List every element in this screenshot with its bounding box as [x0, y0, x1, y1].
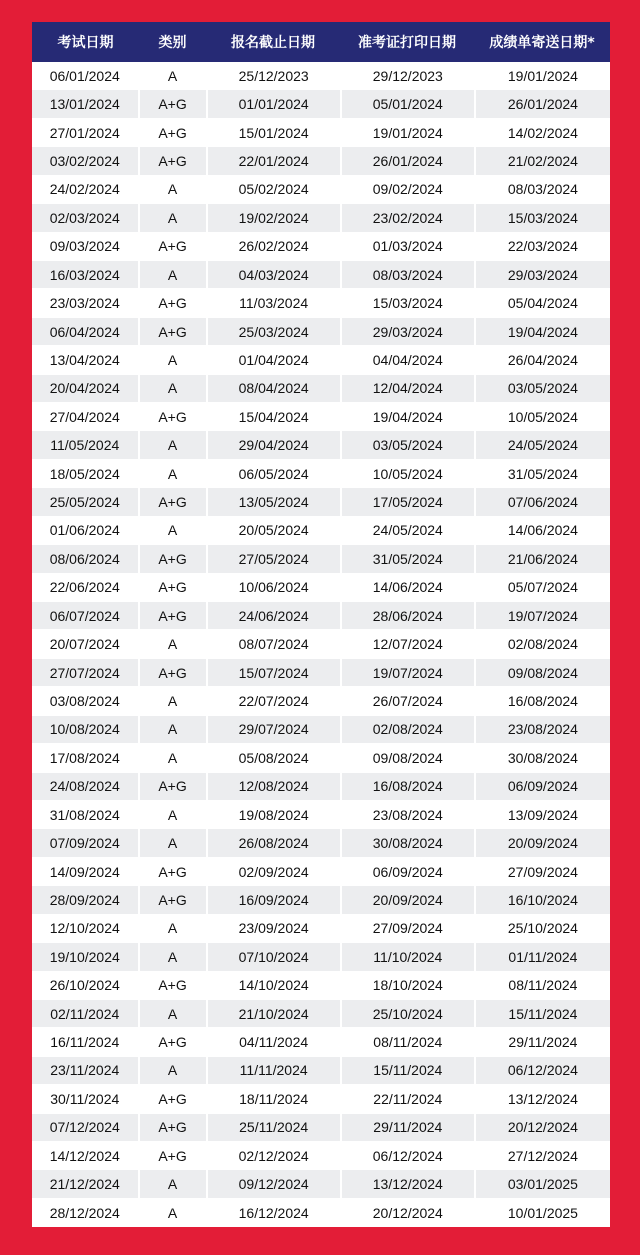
admission-print-date-cell: 01/03/2024 — [342, 233, 476, 260]
exam-date-cell: 01/06/2024 — [32, 517, 140, 544]
registration-deadline-cell: 13/05/2024 — [208, 488, 342, 515]
category-cell: A+G — [140, 659, 208, 686]
registration-deadline-cell: 09/12/2024 — [208, 1170, 342, 1197]
score-report-date-cell: 15/03/2024 — [507, 209, 578, 226]
category-cell: A — [140, 261, 208, 288]
admission-print-date-cell: 09/08/2024 — [342, 744, 476, 771]
admission-print-date-cell: 02/08/2024 — [342, 716, 476, 743]
table-row — [32, 119, 610, 147]
table-row — [32, 1114, 610, 1142]
table-row — [32, 1142, 610, 1170]
score-report-date-cell: 16/08/2024 — [507, 692, 578, 709]
schedule-table — [32, 22, 610, 1227]
registration-deadline-cell: 05/02/2024 — [208, 176, 342, 203]
score-report-date-cell: 01/11/2024 — [508, 948, 578, 965]
table-row — [32, 233, 610, 261]
admission-print-date-cell: 12/04/2024 — [342, 375, 476, 402]
header-exam-date: 考试日期 — [57, 35, 114, 51]
exam-date-cell: 20/04/2024 — [32, 375, 140, 402]
registration-deadline-cell: 29/04/2024 — [208, 431, 342, 458]
score-report-date-cell: 05/07/2024 — [507, 579, 578, 596]
exam-date-cell: 07/12/2024 — [32, 1114, 140, 1141]
score-report-date-cell: 31/05/2024 — [507, 465, 578, 482]
registration-deadline-cell: 02/09/2024 — [208, 858, 342, 885]
score-report-date-cell: 22/03/2024 — [507, 238, 578, 255]
table-row — [32, 744, 610, 772]
registration-deadline-cell: 12/08/2024 — [208, 773, 342, 800]
registration-deadline-cell: 16/09/2024 — [208, 886, 342, 913]
category-cell: A+G — [140, 972, 208, 999]
registration-deadline-cell: 06/05/2024 — [208, 460, 342, 487]
admission-print-date-cell: 08/03/2024 — [342, 261, 476, 288]
category-cell: A+G — [140, 318, 208, 345]
score-report-date-cell: 30/08/2024 — [507, 749, 578, 766]
score-report-date-cell: 29/11/2024 — [508, 1034, 578, 1051]
admission-print-date-cell: 05/01/2024 — [342, 90, 476, 117]
exam-date-cell: 20/07/2024 — [32, 630, 140, 657]
exam-date-cell: 23/03/2024 — [32, 289, 140, 316]
table-row — [32, 716, 610, 744]
table-row — [32, 545, 610, 573]
admission-print-date-cell: 23/08/2024 — [342, 801, 476, 828]
registration-deadline-cell: 22/01/2024 — [208, 147, 342, 174]
category-cell: A+G — [140, 233, 208, 260]
table-row — [32, 1085, 610, 1113]
admission-print-date-cell: 29/03/2024 — [342, 318, 476, 345]
category-cell: A+G — [140, 574, 208, 601]
table-row — [32, 915, 610, 943]
exam-date-cell: 06/01/2024 — [32, 62, 140, 89]
table-row — [32, 204, 610, 232]
admission-print-date-cell: 17/05/2024 — [342, 488, 476, 515]
score-report-date-cell: 26/01/2024 — [507, 96, 578, 113]
table-row — [32, 943, 610, 971]
table-row — [32, 829, 610, 857]
admission-print-date-cell: 24/05/2024 — [342, 517, 476, 544]
admission-print-date-cell: 29/12/2023 — [342, 62, 476, 89]
admission-print-date-cell: 25/10/2024 — [342, 1000, 476, 1027]
score-report-date-cell: 10/05/2024 — [507, 408, 578, 425]
registration-deadline-cell: 15/07/2024 — [208, 659, 342, 686]
table-header — [32, 22, 610, 62]
registration-deadline-cell: 22/07/2024 — [208, 687, 342, 714]
score-report-date-cell: 27/09/2024 — [507, 863, 578, 880]
category-cell: A+G — [140, 147, 208, 174]
registration-deadline-cell: 02/12/2024 — [208, 1142, 342, 1169]
admission-print-date-cell: 30/08/2024 — [342, 829, 476, 856]
exam-date-cell: 26/10/2024 — [32, 972, 140, 999]
registration-deadline-cell: 01/04/2024 — [208, 346, 342, 373]
category-cell: A — [140, 62, 208, 89]
category-cell: A+G — [140, 1085, 208, 1112]
registration-deadline-cell: 04/11/2024 — [208, 1028, 342, 1055]
exam-date-cell: 02/11/2024 — [32, 1000, 140, 1027]
category-cell: A+G — [140, 119, 208, 146]
exam-date-cell: 17/08/2024 — [32, 744, 140, 771]
exam-date-cell: 12/10/2024 — [32, 915, 140, 942]
table-row — [32, 90, 610, 118]
admission-print-date-cell: 08/11/2024 — [342, 1028, 476, 1055]
category-cell: A — [140, 375, 208, 402]
category-cell: A — [140, 204, 208, 231]
score-report-date-cell: 08/03/2024 — [507, 181, 578, 198]
category-cell: A+G — [140, 403, 208, 430]
table-row — [32, 858, 610, 886]
exam-date-cell: 22/06/2024 — [32, 574, 140, 601]
category-cell: A+G — [140, 886, 208, 913]
admission-print-date-cell: 29/11/2024 — [342, 1114, 476, 1141]
admission-print-date-cell: 19/07/2024 — [342, 659, 476, 686]
category-cell: A — [140, 431, 208, 458]
exam-date-cell: 13/01/2024 — [32, 90, 140, 117]
admission-print-date-cell: 13/12/2024 — [342, 1170, 476, 1197]
score-report-date-cell: 08/11/2024 — [508, 977, 578, 994]
registration-deadline-cell: 25/11/2024 — [208, 1114, 342, 1141]
admission-print-date-cell: 22/11/2024 — [342, 1085, 476, 1112]
exam-date-cell: 14/12/2024 — [32, 1142, 140, 1169]
exam-date-cell: 06/07/2024 — [32, 602, 140, 629]
score-report-date-cell: 21/02/2024 — [507, 152, 578, 169]
registration-deadline-cell: 15/04/2024 — [208, 403, 342, 430]
admission-print-date-cell: 10/05/2024 — [342, 460, 476, 487]
score-report-date-cell: 14/02/2024 — [507, 124, 578, 141]
table-row — [32, 403, 610, 431]
table-row — [32, 801, 610, 829]
exam-date-cell: 16/11/2024 — [32, 1028, 140, 1055]
registration-deadline-cell: 08/07/2024 — [208, 630, 342, 657]
category-cell: A+G — [140, 1028, 208, 1055]
admission-print-date-cell: 06/09/2024 — [342, 858, 476, 885]
exam-date-cell: 28/12/2024 — [32, 1199, 140, 1226]
score-report-date-cell: 06/09/2024 — [507, 778, 578, 795]
category-cell: A — [140, 716, 208, 743]
registration-deadline-cell: 24/06/2024 — [208, 602, 342, 629]
score-report-date-cell: 03/05/2024 — [507, 380, 578, 397]
exam-date-cell: 18/05/2024 — [32, 460, 140, 487]
exam-date-cell: 06/04/2024 — [32, 318, 140, 345]
admission-print-date-cell: 09/02/2024 — [342, 176, 476, 203]
registration-deadline-cell: 11/11/2024 — [208, 1057, 342, 1084]
category-cell: A — [140, 460, 208, 487]
registration-deadline-cell: 20/05/2024 — [208, 517, 342, 544]
category-cell: A+G — [140, 289, 208, 316]
score-report-date-cell: 19/07/2024 — [507, 607, 578, 624]
exam-date-cell: 21/12/2024 — [32, 1170, 140, 1197]
category-cell: A+G — [140, 602, 208, 629]
category-cell: A — [140, 630, 208, 657]
score-report-date-cell: 19/01/2024 — [507, 67, 578, 84]
registration-deadline-cell: 26/02/2024 — [208, 233, 342, 260]
score-report-date-cell: 21/06/2024 — [507, 550, 578, 567]
score-report-date-cell: 07/06/2024 — [507, 494, 578, 511]
score-report-date-cell: 13/12/2024 — [507, 1090, 578, 1107]
registration-deadline-cell: 07/10/2024 — [208, 943, 342, 970]
exam-date-cell: 13/04/2024 — [32, 346, 140, 373]
category-cell: A+G — [140, 545, 208, 572]
admission-print-date-cell: 03/05/2024 — [342, 431, 476, 458]
exam-date-cell: 25/05/2024 — [32, 488, 140, 515]
table-row — [32, 517, 610, 545]
category-cell: A — [140, 915, 208, 942]
registration-deadline-cell: 10/06/2024 — [208, 574, 342, 601]
table-row — [32, 62, 610, 90]
table-row — [32, 602, 610, 630]
exam-date-cell: 03/08/2024 — [32, 687, 140, 714]
category-cell: A+G — [140, 1142, 208, 1169]
registration-deadline-cell: 11/03/2024 — [208, 289, 342, 316]
header-score-report-date: 成绩单寄送日期* — [489, 35, 595, 51]
registration-deadline-cell: 25/12/2023 — [208, 62, 342, 89]
score-report-date-cell: 10/01/2025 — [507, 1204, 578, 1221]
exam-date-cell: 27/07/2024 — [32, 659, 140, 686]
score-report-date-cell: 05/04/2024 — [507, 295, 578, 312]
category-cell: A+G — [140, 773, 208, 800]
admission-print-date-cell: 23/02/2024 — [342, 204, 476, 231]
admission-print-date-cell: 27/09/2024 — [342, 915, 476, 942]
registration-deadline-cell: 21/10/2024 — [208, 1000, 342, 1027]
admission-print-date-cell: 15/11/2024 — [342, 1057, 476, 1084]
category-cell: A — [140, 1000, 208, 1027]
exam-date-cell: 02/03/2024 — [32, 204, 140, 231]
table-row — [32, 773, 610, 801]
registration-deadline-cell: 15/01/2024 — [208, 119, 342, 146]
score-report-date-cell: 23/08/2024 — [507, 721, 578, 738]
admission-print-date-cell: 26/01/2024 — [342, 147, 476, 174]
table-row — [32, 147, 610, 175]
registration-deadline-cell: 05/08/2024 — [208, 744, 342, 771]
category-cell: A — [140, 801, 208, 828]
admission-print-date-cell: 28/06/2024 — [342, 602, 476, 629]
table-row — [32, 630, 610, 658]
registration-deadline-cell: 19/02/2024 — [208, 204, 342, 231]
category-cell: A — [140, 943, 208, 970]
score-report-date-cell: 24/05/2024 — [507, 437, 578, 454]
exam-date-cell: 07/09/2024 — [32, 829, 140, 856]
score-report-date-cell: 29/03/2024 — [507, 266, 578, 283]
registration-deadline-cell: 18/11/2024 — [208, 1085, 342, 1112]
admission-print-date-cell: 06/12/2024 — [342, 1142, 476, 1169]
exam-date-cell: 31/08/2024 — [32, 801, 140, 828]
table-row — [32, 261, 610, 289]
score-report-date-cell: 03/01/2025 — [507, 1176, 578, 1193]
table-body — [32, 62, 610, 1227]
admission-print-date-cell: 26/07/2024 — [342, 687, 476, 714]
admission-print-date-cell: 31/05/2024 — [342, 545, 476, 572]
admission-print-date-cell: 19/04/2024 — [342, 403, 476, 430]
category-cell: A — [140, 176, 208, 203]
category-cell: A — [140, 687, 208, 714]
table-row — [32, 574, 610, 602]
category-cell: A — [140, 829, 208, 856]
exam-date-cell: 24/08/2024 — [32, 773, 140, 800]
table-row — [32, 289, 610, 317]
table-row — [32, 886, 610, 914]
score-report-date-cell: 14/06/2024 — [507, 522, 578, 539]
score-report-date-cell: 06/12/2024 — [507, 1062, 578, 1079]
exam-date-cell: 11/05/2024 — [32, 431, 140, 458]
exam-date-cell: 14/09/2024 — [32, 858, 140, 885]
registration-deadline-cell: 25/03/2024 — [208, 318, 342, 345]
table-row — [32, 375, 610, 403]
table-row — [32, 1199, 610, 1227]
exam-date-cell: 16/03/2024 — [32, 261, 140, 288]
header-admission-print-date: 准考证打印日期 — [358, 35, 456, 51]
registration-deadline-cell: 08/04/2024 — [208, 375, 342, 402]
table-row — [32, 972, 610, 1000]
header-category: 类别 — [158, 35, 187, 51]
registration-deadline-cell: 04/03/2024 — [208, 261, 342, 288]
table-row — [32, 460, 610, 488]
exam-date-cell: 24/02/2024 — [32, 176, 140, 203]
score-report-date-cell: 13/09/2024 — [507, 806, 578, 823]
category-cell: A+G — [140, 858, 208, 885]
table-row — [32, 659, 610, 687]
score-report-date-cell: 20/12/2024 — [507, 1119, 578, 1136]
registration-deadline-cell: 01/01/2024 — [208, 90, 342, 117]
category-cell: A — [140, 346, 208, 373]
category-cell: A — [140, 1057, 208, 1084]
admission-print-date-cell: 15/03/2024 — [342, 289, 476, 316]
admission-print-date-cell: 12/07/2024 — [342, 630, 476, 657]
score-report-date-cell: 19/04/2024 — [507, 323, 578, 340]
admission-print-date-cell: 18/10/2024 — [342, 972, 476, 999]
exam-date-cell: 09/03/2024 — [32, 233, 140, 260]
score-report-date-cell: 09/08/2024 — [507, 664, 578, 681]
table-row — [32, 687, 610, 715]
registration-deadline-cell: 29/07/2024 — [208, 716, 342, 743]
registration-deadline-cell: 27/05/2024 — [208, 545, 342, 572]
admission-print-date-cell: 20/12/2024 — [342, 1199, 476, 1226]
score-report-date-cell: 02/08/2024 — [507, 636, 578, 653]
admission-print-date-cell: 11/10/2024 — [342, 943, 476, 970]
exam-date-cell: 08/06/2024 — [32, 545, 140, 572]
score-report-date-cell: 26/04/2024 — [507, 351, 578, 368]
header-registration-deadline: 报名截止日期 — [231, 35, 315, 51]
table-row — [32, 346, 610, 374]
table-row — [32, 318, 610, 346]
table-row — [32, 176, 610, 204]
registration-deadline-cell: 26/08/2024 — [208, 829, 342, 856]
category-cell: A — [140, 517, 208, 544]
admission-print-date-cell: 16/08/2024 — [342, 773, 476, 800]
table-row — [32, 431, 610, 459]
exam-date-cell: 27/04/2024 — [32, 403, 140, 430]
category-cell: A — [140, 1199, 208, 1226]
score-report-date-cell: 16/10/2024 — [507, 891, 578, 908]
category-cell: A — [140, 1170, 208, 1197]
registration-deadline-cell: 16/12/2024 — [208, 1199, 342, 1226]
score-report-date-cell: 20/09/2024 — [507, 835, 578, 852]
exam-date-cell: 03/02/2024 — [32, 147, 140, 174]
category-cell: A+G — [140, 90, 208, 117]
exam-date-cell: 27/01/2024 — [32, 119, 140, 146]
registration-deadline-cell: 19/08/2024 — [208, 801, 342, 828]
registration-deadline-cell: 23/09/2024 — [208, 915, 342, 942]
score-report-date-cell: 15/11/2024 — [508, 1005, 578, 1022]
admission-print-date-cell: 20/09/2024 — [342, 886, 476, 913]
admission-print-date-cell: 14/06/2024 — [342, 574, 476, 601]
score-report-date-cell: 25/10/2024 — [507, 920, 578, 937]
category-cell: A+G — [140, 1114, 208, 1141]
category-cell: A — [140, 744, 208, 771]
exam-date-cell: 23/11/2024 — [32, 1057, 140, 1084]
exam-date-cell: 19/10/2024 — [32, 943, 140, 970]
table-row — [32, 1028, 610, 1056]
category-cell: A+G — [140, 488, 208, 515]
exam-date-cell: 28/09/2024 — [32, 886, 140, 913]
table-row — [32, 488, 610, 516]
registration-deadline-cell: 14/10/2024 — [208, 972, 342, 999]
table-row — [32, 1057, 610, 1085]
score-report-date-cell: 27/12/2024 — [507, 1147, 578, 1164]
exam-date-cell: 30/11/2024 — [32, 1085, 140, 1112]
exam-date-cell: 10/08/2024 — [32, 716, 140, 743]
table-row — [32, 1000, 610, 1028]
admission-print-date-cell: 19/01/2024 — [342, 119, 476, 146]
admission-print-date-cell: 04/04/2024 — [342, 346, 476, 373]
table-row — [32, 1170, 610, 1198]
